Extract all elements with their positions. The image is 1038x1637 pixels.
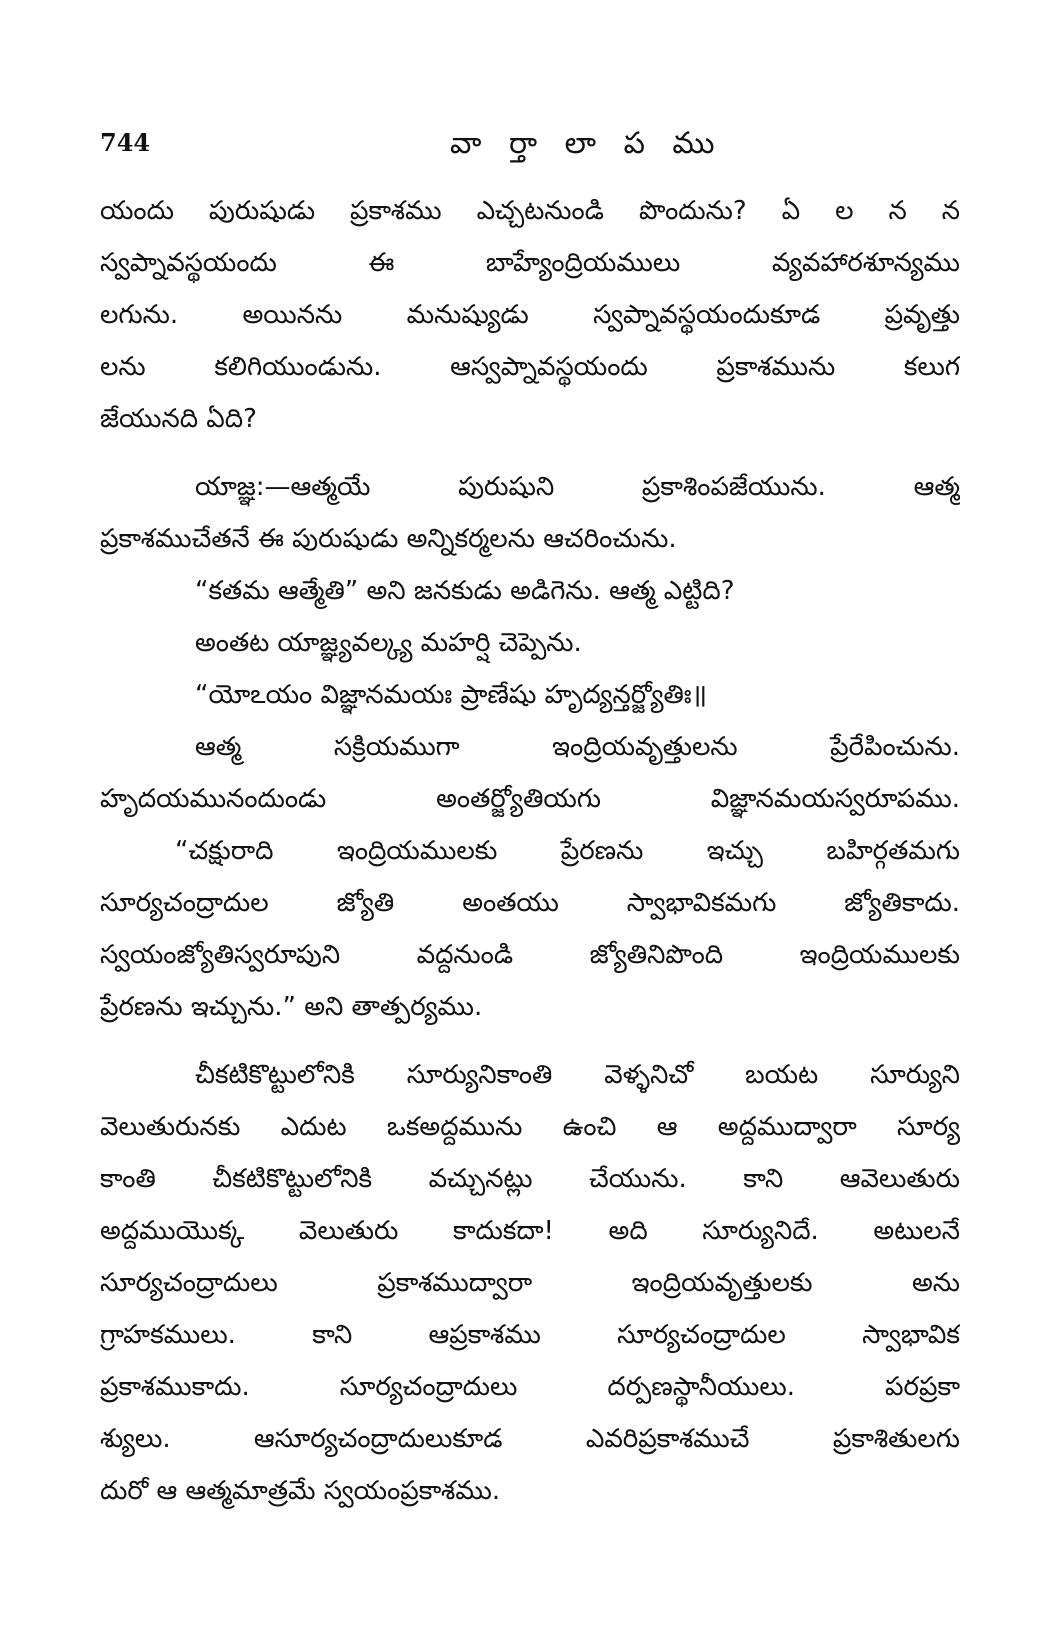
text-line: కాంతి చీకటికొట్టులోనికి వచ్చునట్లు చేయును. కాని ఆవెలుతురు [100,1164,960,1194]
text-line: “యోఽయం విజ్ఞానమయః ప్రాణేషు హృద్యన్తర్జ్యోతిః॥ [195,680,708,710]
text-line: సూర్యచంద్రాదులు ప్రకాశముద్వారా ఇంద్రియవృత్తులకు అను [100,1268,960,1298]
text-line: యాజ్ఞ:—ఆత్మయే పురుషుని ప్రకాశింపజేయును. ఆత్మ [195,472,960,502]
text-line: అద్దముయొక్క వెలుతురు కాదుకదా! అది సూర్యునిదే. అటులనే [100,1216,960,1246]
body-text [100,185,960,1517]
text-line: సూర్యచంద్రాదుల జ్యోతి అంతయు స్వాభావికమగు జ్యోతికాదు. [100,888,960,918]
text-line: లగును. అయినను మనుష్యుడు స్వప్నావస్థయందుకూడ ప్రవృత్తు [100,300,960,330]
text-line: స్వయంజ్యోతిస్వరూపుని వద్దనుండి జ్యోతినిపొంది ఇంద్రియములకు [100,940,960,970]
page-number: 744 [100,128,151,157]
text-line: ప్రకాశముకాదు. సూర్యచంద్రాదులు దర్పణస్థానీయులు. పరప్రకా [100,1372,960,1402]
text-line: ప్రేరణను ఇచ్చును.” అని తాత్పర్యము. [100,992,483,1022]
text-line: వెలుతురునకు ఎదుట ఒకఅద్దమును ఉంచి ఆ అద్దముద్వారా సూర్య [100,1112,960,1142]
text-line: యందు పురుషుడు ప్రకాశము ఎచ్చటనుండి పొందును? ఏ ల న న [100,196,960,226]
text-line: “చక్షురాది ఇంద్రియములకు ప్రేరణను ఇచ్చు బహిర్గతమగు [175,836,960,866]
text-line: ఆత్మ సక్రియముగా ఇంద్రియవృత్తులను ప్రేరేపించును. [195,732,960,762]
text-line: అంతట యాజ్ఞ్యవల్క్య మహర్షి చెప్పెను. [195,628,582,658]
text-line: లను కలిగియుండును. ఆస్వప్నావస్థయందు ప్రకాశమును కలుగ [100,352,960,382]
page-header [100,122,940,172]
text-line: శ్యులు. ఆసూర్యచంద్రాదులుకూడ ఎవరిప్రకాశముచే ప్రకాశితులగు [100,1424,960,1454]
text-line: చీకటికొట్టులోనికి సూర్యునికాంతి వెళ్ళనిచో బయట సూర్యుని [195,1060,960,1090]
text-line: స్వప్నావస్థయందు ఈ బాహ్యేంద్రియములు వ్యవహారశూన్యము [100,248,960,278]
text-line: “కతమ ఆత్మేతి” అని జనకుడు అడిగెను. ఆత్మ ఎట్టిది? [195,576,735,606]
text-line: ప్రకాశముచేతనే ఈ పురుషుడు అన్నికర్మలను ఆచరించును. [100,524,677,554]
text-line: గ్రాహకములు. కాని ఆప్రకాశము సూర్యచంద్రాదుల స్వాభావిక [100,1320,960,1350]
text-line: దురో ఆ ఆత్మమాత్రమే స్వయంప్రకాశము. [100,1476,501,1506]
text-line: హృదయమునందుండు అంతర్జ్యోతియగు విజ్ఞానమయస్వరూపము. [100,784,960,814]
running-title: వా ర్తా లా ప ము [450,126,724,161]
text-line: జేయునది ఏది? [100,404,257,434]
